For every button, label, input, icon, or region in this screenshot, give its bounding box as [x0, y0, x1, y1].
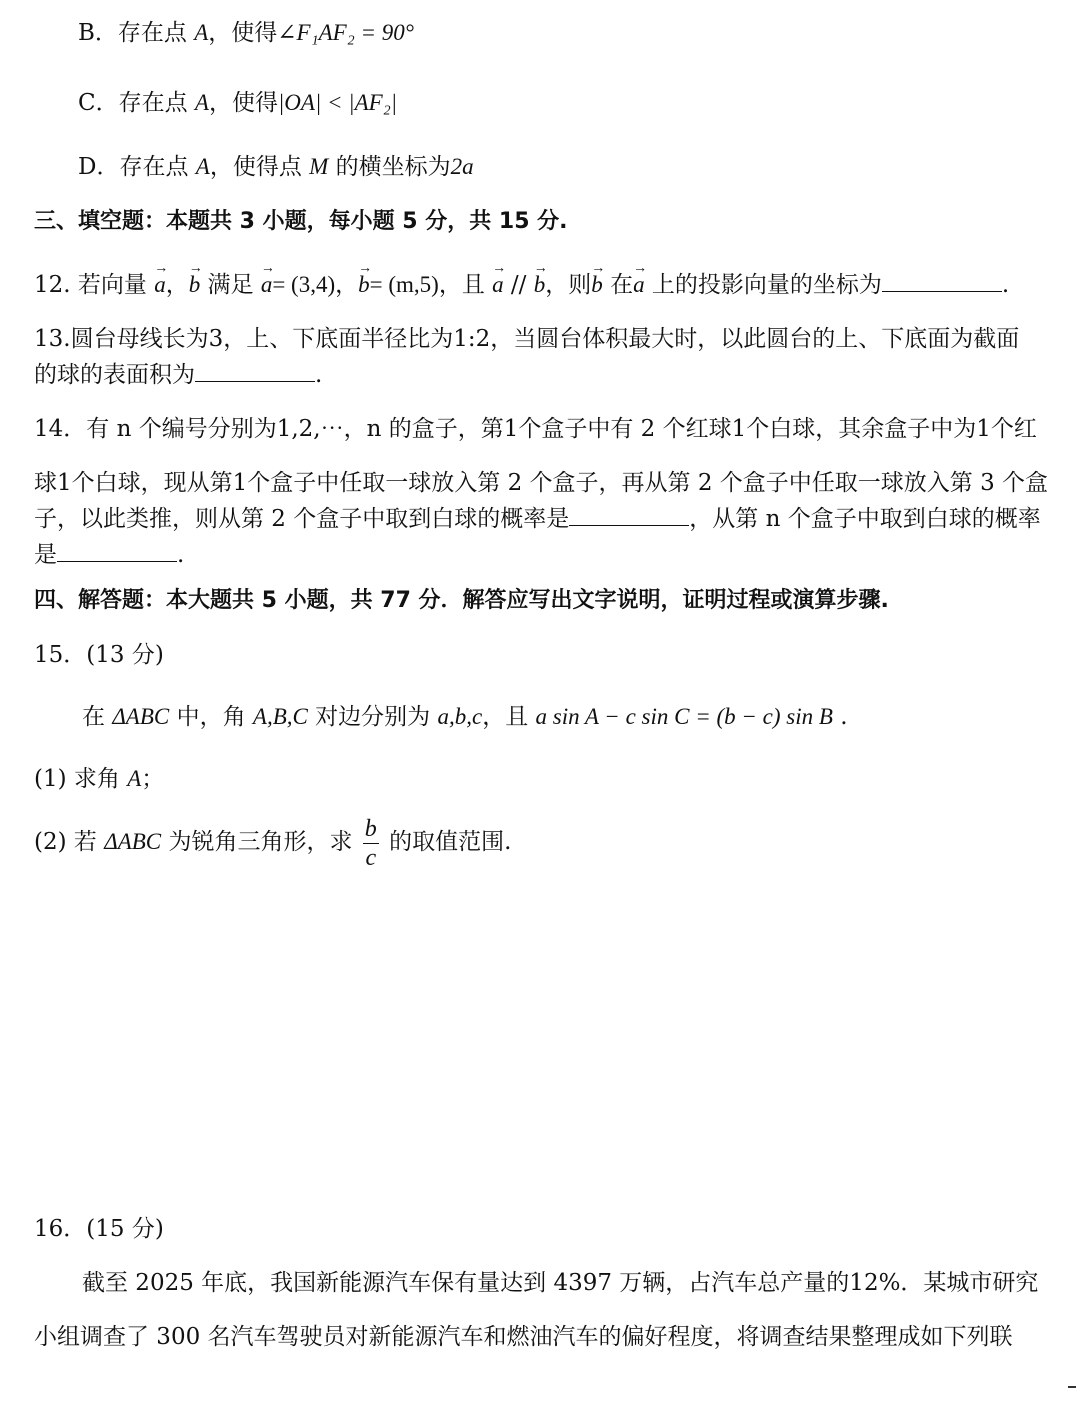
section-4-heading: 四、解答题：本大题共 5 小题，共 77 分．解答应写出文字说明，证明过程或演算步骤. [34, 588, 889, 613]
answer-blank-13[interactable] [195, 359, 315, 382]
question-16-header: 16．(15 分) [34, 1216, 164, 1242]
question-15-part-2: (2) 若 ΔABC 为锐角三角形，求 $\frac{b}{c}$ 的取值范围. [34, 815, 512, 871]
question-15-equation: a sin A − c sin C = (b − c) sin B [535, 704, 833, 729]
question-15-stem: 在 ΔABC 中，角 A,B,C 对边分别为 a,b,c，且 a sin A − c sin C = (b − c) sin B . [82, 704, 848, 730]
page-edge-mark [1068, 1386, 1076, 1388]
question-14-line-4: 是 . [34, 538, 184, 572]
question-13-line-2: 的球的表面积为 . [34, 358, 322, 392]
option-b: B．存在点 A，使得∠F₁AF₂ = 90° [78, 20, 414, 46]
question-14-line-1: 14．有 n 个编号分别为1,2,⋯，n 的盒子，第1个盒子中有 2 个红球1个白球，其余盒子中为1个红 [34, 416, 1037, 442]
question-14-line-3: 子，以此类推，则从第 2 个盒子中取到白球的概率是 ，从第 n 个盒子中取到白球的概率 [34, 502, 1041, 536]
option-b-math: ∠F₁AF₂ = 90° [277, 20, 414, 45]
option-c-math: |OA| < |AF₂| [277, 90, 398, 115]
section-3-heading: 三、填空题：本题共 3 小题，每小题 5 分，共 15 分. [34, 209, 568, 234]
question-15-part-1: (1) 求角 A； [34, 766, 165, 792]
question-16-line-1: 截至 2025 年底，我国新能源汽车保有量达到 4397 万辆，占汽车总产量的12%．某城市研究 [82, 1270, 1039, 1296]
answer-blank-12[interactable] [882, 269, 1002, 292]
question-15-header: 15．(13 分) [34, 642, 164, 668]
fraction-b-over-c: $\frac{b}{c}$ [364, 815, 377, 871]
option-d: D．存在点 A，使得点 M 的横坐标为2a [78, 154, 474, 180]
option-c: C．存在点 A，使得|OA| < |AF₂| [78, 90, 398, 116]
option-d-math: 2a [450, 154, 474, 179]
question-12: 12. 若向量 → a，→ b 满足 → a= (3,4)，→ b= (m,5)，且 → a // → b，则→ b 在→ a 上的投影向量的坐标为 . [34, 268, 1009, 302]
question-13-line-1: 13.圆台母线长为3，上、下底面半径比为1:2，当圆台体积最大时，以此圆台的上、下底面为截面 [34, 326, 1020, 352]
question-14-line-2: 球1个白球，现从第1个盒子中任取一球放入第 2 个盒子，再从第 2 个盒子中任取一球放入第 3 个盒 [34, 470, 1049, 496]
answer-blank-14b[interactable] [57, 539, 177, 562]
answer-blank-14a[interactable] [569, 503, 689, 526]
question-16-line-2: 小组调查了 300 名汽车驾驶员对新能源汽车和燃油汽车的偏好程度，将调查结果整理成如下列联 [34, 1324, 1013, 1350]
